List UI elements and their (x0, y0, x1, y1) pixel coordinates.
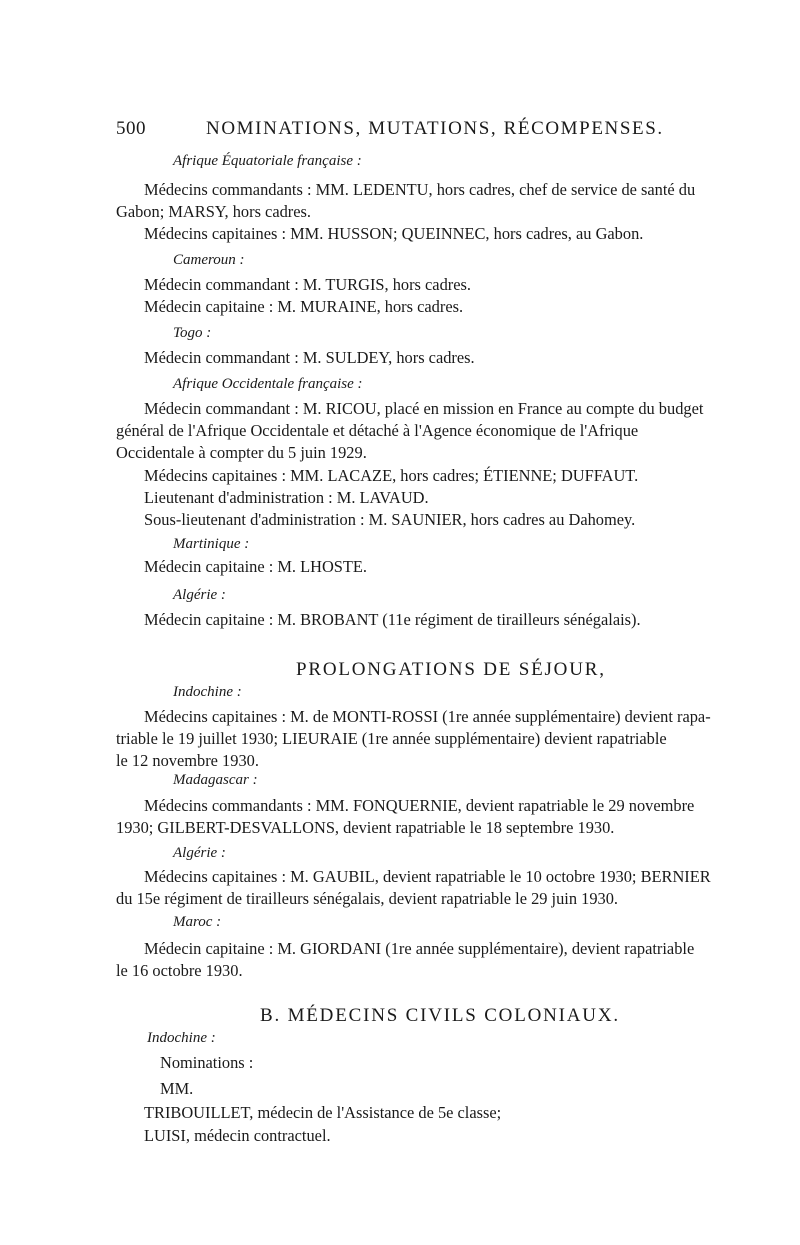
text-line: Médecin commandant : M. RICOU, placé en mission en France au compte du budget (144, 399, 704, 418)
text-line: général de l'Afrique Occidentale et détaché à l'Agence économique de l'Afrique (116, 421, 639, 441)
text-line: Gabon; MARSY, hors cadres. (116, 202, 312, 222)
text-line: Médecins capitaines : MM. HUSSON; QUEINNEC, hors cadres, au Gabon. (144, 224, 644, 244)
text-line: le 12 novembre 1930. (116, 751, 259, 771)
section-heading-aof: Afrique Occidentale française : (173, 376, 363, 392)
text-line: Médecins capitaines : M. GAUBIL, devient rapatriable le 10 octobre 1930; BERNIER (144, 867, 711, 886)
text-line: Médecin capitaine : M. GIORDANI (1re année supplémentaire), devient rapatriable (144, 939, 695, 958)
text-line: Médecin commandant : M. TURGIS, hors cadres. (144, 275, 471, 294)
section-heading-indochine-2: Indochine : (147, 1030, 216, 1046)
paragraph-madagascar (116, 795, 792, 839)
text-line: LUISI, médecin contractuel. (144, 1125, 331, 1145)
text-line: Médecins commandants : MM. FONQUERNIE, devient rapatriable le 29 novembre (144, 796, 695, 815)
page-header (116, 118, 776, 148)
section-title-medecins-civils: B. MÉDECINS CIVILS COLONIAUX. (260, 1005, 620, 1026)
paragraph-togo (144, 347, 792, 369)
text-line: Médecin capitaine : M. MURAINE, hors cadres. (144, 297, 464, 317)
section-title-prolongations: PROLONGATIONS DE SÉJOUR, (296, 659, 606, 680)
text-line: Lieutenant d'administration : M. LAVAUD. (144, 487, 429, 507)
section-heading-maroc: Maroc : (173, 914, 222, 930)
section-heading-togo: Togo : (173, 325, 212, 341)
text-line: MM. (160, 1079, 194, 1099)
section-heading-algerie: Algérie : (173, 587, 226, 603)
text-line: Nominations : (160, 1053, 254, 1072)
running-title: NOMINATIONS, MUTATIONS, RÉCOMPENSES. (206, 118, 664, 139)
text-line: Médecins capitaines : M. de MONTI-ROSSI (1re année supplémentaire) devient rapa- (144, 707, 711, 726)
paragraph-aef (116, 179, 792, 246)
text-line: TRIBOUILLET, médecin de l'Assistance de 5e classe; (144, 1103, 502, 1123)
paragraph-aof (116, 398, 792, 531)
text-line: du 15e régiment de tirailleurs sénégalais, devient rapatriable le 29 juin 1930. (116, 889, 619, 909)
paragraph-cameroun (144, 274, 792, 318)
text-line: Médecin commandant : M. SULDEY, hors cadres. (144, 348, 475, 367)
text-line: Occidentale à compter du 5 juin 1929. (116, 443, 367, 463)
section-heading-cameroun: Cameroun : (173, 252, 245, 268)
section-heading-indochine: Indochine : (173, 684, 242, 700)
text-line: Médecins capitaines : MM. LACAZE, hors cadres; ÉTIENNE; DUFFAUT. (144, 465, 639, 485)
section-heading-aef: Afrique Équatoriale française : (173, 153, 362, 169)
text-line: triable le 19 juillet 1930; LIEURAIE (1re année supplémentaire) devient rapatriable (116, 729, 667, 749)
text-line: 1930; GILBERT-DESVALLONS, devient rapatriable le 18 septembre 1930. (116, 818, 615, 838)
text-line: le 16 octobre 1930. (116, 961, 243, 981)
text-line: Médecins commandants : MM. LEDENTU, hors cadres, chef de service de santé du (144, 180, 696, 199)
section-heading-martinique: Martinique : (173, 536, 250, 552)
paragraph-algerie (144, 609, 792, 631)
paragraph-algerie-2 (116, 866, 792, 910)
paragraph-indochine (116, 706, 792, 773)
paragraph-indochine-2 (144, 1052, 800, 1147)
section-heading-algerie-2: Algérie : (173, 845, 226, 861)
paragraph-maroc (116, 938, 792, 982)
text-line: Sous-lieutenant d'administration : M. SAUNIER, hors cadres au Dahomey. (144, 510, 636, 530)
text-line: Médecin capitaine : M. LHOSTE. (144, 557, 368, 576)
text-line: Médecin capitaine : M. BROBANT (11e régiment de tirailleurs sénégalais). (144, 610, 641, 629)
paragraph-martinique (144, 556, 792, 578)
section-heading-madagascar: Madagascar : (173, 772, 258, 788)
page-number: 500 (116, 118, 146, 139)
